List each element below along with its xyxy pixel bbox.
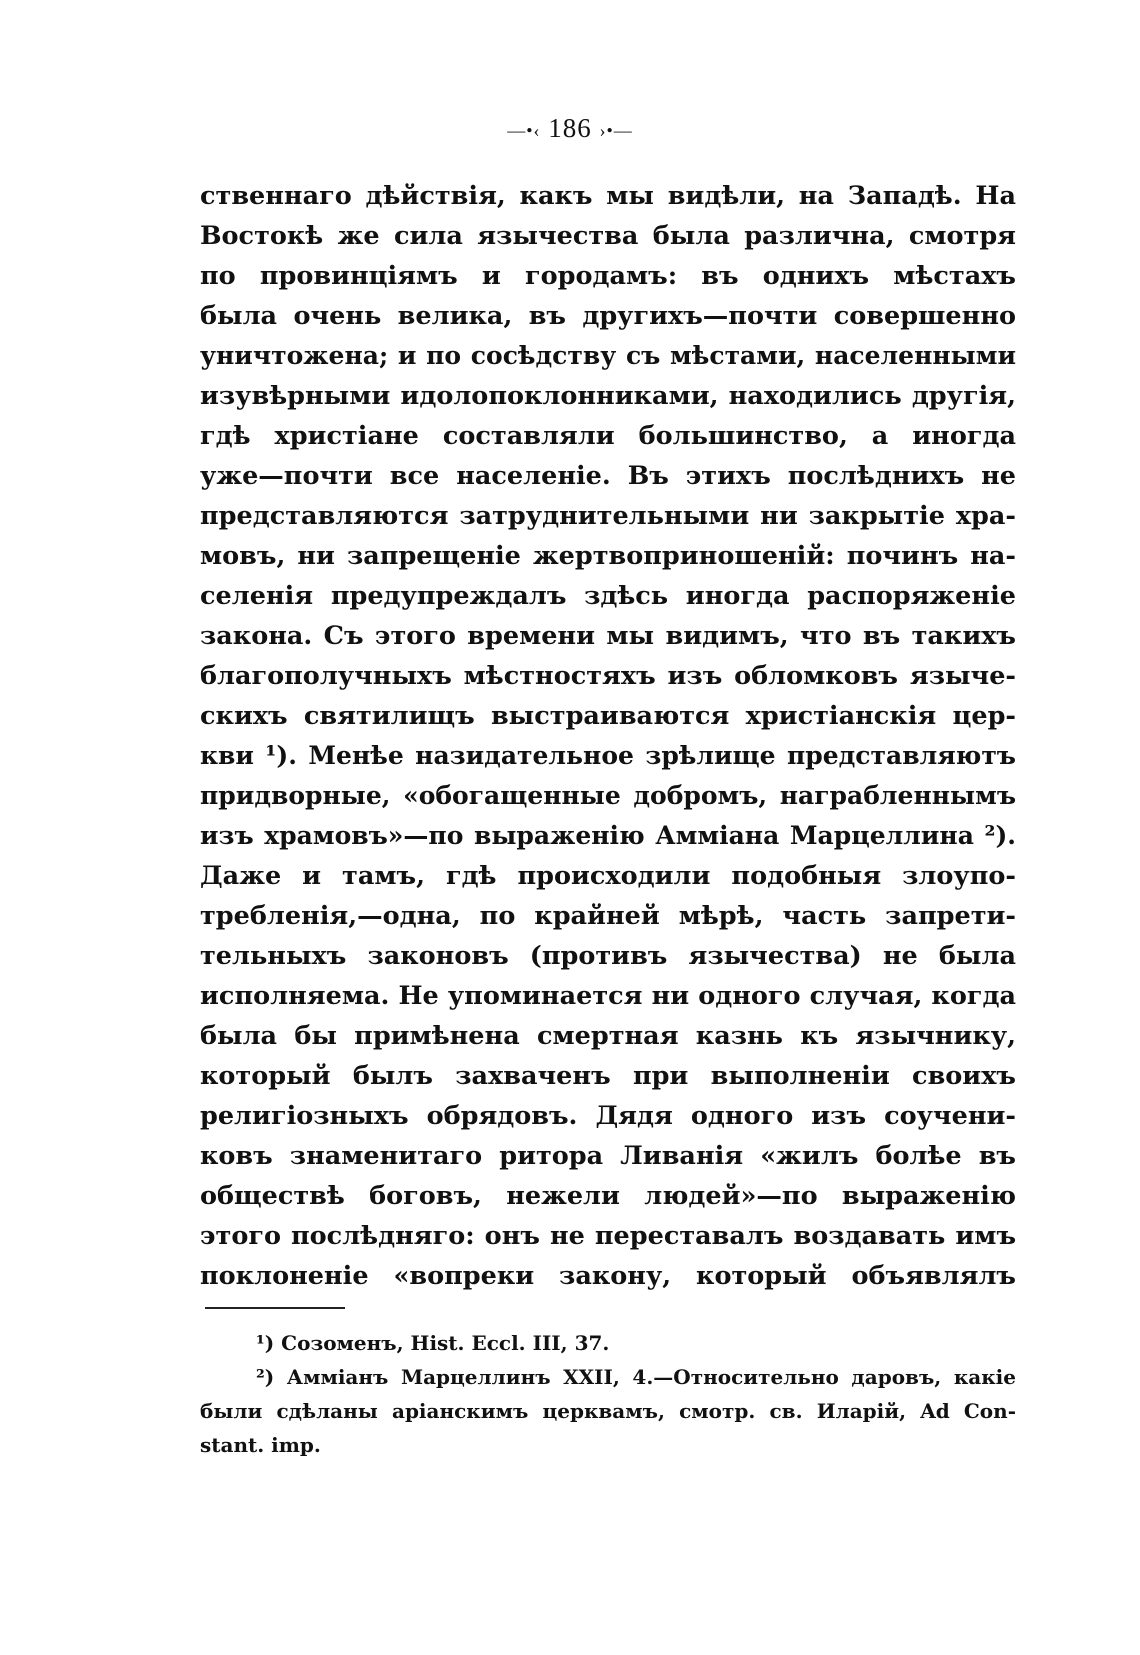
text-line: поклоненіе «вопреки закону, который объявлялъ [200, 1261, 1016, 1291]
text-line: была очень велика, въ другихъ—почти совершенно [200, 301, 1016, 331]
text-line: исполняема. Не упоминается ни одного случая, когда [200, 981, 1016, 1011]
text-line: требленія,—одна, по крайней мѣрѣ, часть запрети- [200, 901, 1016, 931]
footnote-line: ²) Амміанъ Марцеллинъ XXII, 4.—Относительно даровъ, какіе [256, 1365, 1016, 1389]
text-line: придворные, «обогащенные добромъ, награбленнымъ [200, 781, 1016, 810]
footnote-line: stant. imp. [200, 1433, 321, 1457]
text-line: религіозныхъ обрядовъ. Дядя одного изъ соучени- [200, 1101, 1016, 1131]
page-number: 186 [548, 113, 592, 143]
text-line: селенія предупреждалъ здѣсь иногда распоряженіе [200, 581, 1016, 611]
text-line: обществѣ боговъ, нежели людей»—по выраженію [200, 1181, 1016, 1211]
text-line: изъ храмовъ»—по выраженію Амміана Марцеллина ²). [200, 821, 1016, 850]
text-line: представляются затруднительными ни закрытіе хра- [200, 501, 1016, 531]
text-line: благополучныхъ мѣстностяхъ изъ обломковъ языче- [200, 661, 1016, 691]
text-line: скихъ святилищъ выстраиваются христіанскія цер- [200, 701, 1016, 731]
text-line: тельныхъ законовъ (противъ язычества) не была [200, 941, 1016, 971]
page-header [0, 113, 1140, 144]
text-line: изувѣрными идолопоклонниками, находились другія, [200, 381, 1016, 411]
text-line: по провинціямъ и городамъ: въ однихъ мѣстахъ [200, 261, 1016, 291]
text-line: который былъ захваченъ при выполненіи своихъ [200, 1061, 1016, 1091]
text-line: этого послѣдняго: онъ не переставалъ воздавать имъ [200, 1221, 1016, 1251]
text-line: закона. Съ этого времени мы видимъ, что въ такихъ [200, 621, 1016, 651]
text-line: кви ¹). Менѣе назидательное зрѣлище представляютъ [200, 741, 1016, 770]
ornament-right: ›•— [599, 120, 633, 141]
text-line: уже—почти все населеніе. Въ этихъ послѣднихъ не [200, 461, 1016, 491]
text-line: была бы примѣнена смертная казнь къ язычнику, [200, 1021, 1016, 1051]
footnotes [200, 1326, 1016, 1462]
footnote-line: были сдѣланы аріанскимъ церквамъ, смотр. св. Иларій, Ad Con- [200, 1399, 1016, 1423]
text-line: Даже и тамъ, гдѣ происходили подобныя злоупо- [200, 861, 1016, 891]
footnote-line: ¹) Созоменъ, Hist. Eccl. III, 37. [256, 1331, 610, 1355]
body-text [200, 176, 1016, 1296]
ornament-left: —•‹ [507, 120, 541, 141]
text-line: ственнаго дѣйствія, какъ мы видѣли, на Западѣ. На [200, 181, 1016, 211]
text-line: уничтожена; и по сосѣдству съ мѣстами, населенными [200, 341, 1016, 370]
text-line: ковъ знаменитаго ритора Ливанія «жилъ болѣе въ [200, 1141, 1016, 1171]
footnote-divider [205, 1307, 345, 1309]
text-line: мовъ, ни запрещеніе жертвоприношеній: починъ на- [200, 541, 1016, 571]
text-line: гдѣ христіане составляли большинство, а иногда [200, 421, 1016, 451]
text-line: Востокѣ же сила язычества была различна, смотря [200, 221, 1016, 251]
